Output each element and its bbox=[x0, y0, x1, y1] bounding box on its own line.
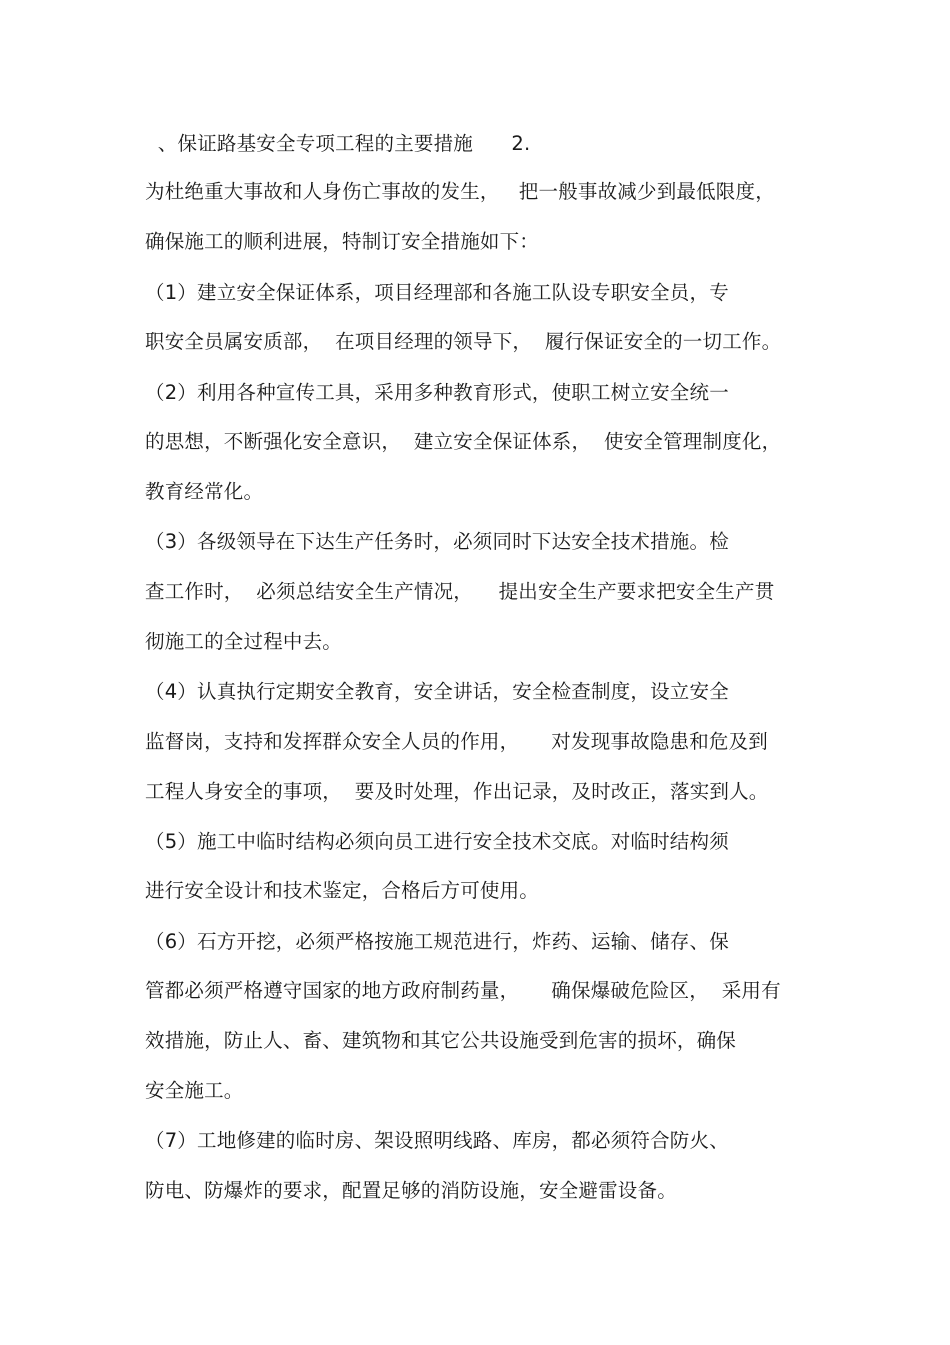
paragraph-line: 确保施工的顺利进展，特制订安全措施如下： bbox=[145, 230, 540, 253]
paragraph-line: （2）利用各种宣传工具，采用多种教育形式，使职工树立安全统一 bbox=[145, 381, 729, 404]
paragraph-line: 教育经常化。 bbox=[145, 480, 264, 503]
paragraph-line: （6）石方开挖，必须严格按施工规范进行，炸药、运输、储存、保 bbox=[145, 930, 729, 953]
paragraph-line: （4）认真执行定期安全教育，安全讲话，安全检查制度，设立安全 bbox=[145, 680, 729, 703]
paragraph-line: 监督岗，支持和发挥群众安全人员的作用， 对发现事故隐患和危及到 bbox=[145, 730, 768, 753]
paragraph-line: 为杜绝重大事故和人身伤亡事故的发生， 把一般事故减少到最低限度， bbox=[145, 180, 775, 203]
paragraph-line: （1）建立安全保证体系，项目经理部和各施工队设专职安全员，专 bbox=[145, 281, 729, 304]
section-heading: 、保证路基安全专项工程的主要措施 2. bbox=[145, 132, 531, 155]
paragraph-line: （5）施工中临时结构必须向员工进行安全技术交底。对临时结构须 bbox=[145, 830, 729, 853]
paragraph-line: （3）各级领导在下达生产任务时，必须同时下达安全技术措施。检 bbox=[145, 530, 729, 553]
paragraph-line: 职安全员属安质部， 在项目经理的领导下， 履行保证安全的一切工作。 bbox=[145, 330, 782, 353]
paragraph-line: 防电、防爆炸的要求，配置足够的消防设施，安全避雷设备。 bbox=[145, 1179, 677, 1202]
paragraph-line: 进行安全设计和技术鉴定，合格后方可使用。 bbox=[145, 879, 540, 902]
paragraph-line: 工程人身安全的事项， 要及时处理，作出记录，及时改正，落实到人。 bbox=[145, 780, 769, 803]
paragraph-line: 效措施，防止人、畜、建筑物和其它公共设施受到危害的损坏，确保 bbox=[145, 1029, 737, 1052]
paragraph-line: 查工作时， 必须总结安全生产情况， 提出安全生产要求把安全生产贯 bbox=[145, 580, 775, 603]
paragraph-line: （7）工地修建的临时房、架设照明线路、库房，都必须符合防火、 bbox=[145, 1129, 729, 1152]
paragraph-line: 的思想，不断强化安全意识， 建立安全保证体系， 使安全管理制度化， bbox=[145, 430, 782, 453]
paragraph-line: 管都必须严格遵守国家的地方政府制药量， 确保爆破危险区， 采用有 bbox=[145, 979, 781, 1002]
paragraph-line: 安全施工。 bbox=[145, 1079, 244, 1102]
paragraph-line: 彻施工的全过程中去。 bbox=[145, 630, 343, 653]
